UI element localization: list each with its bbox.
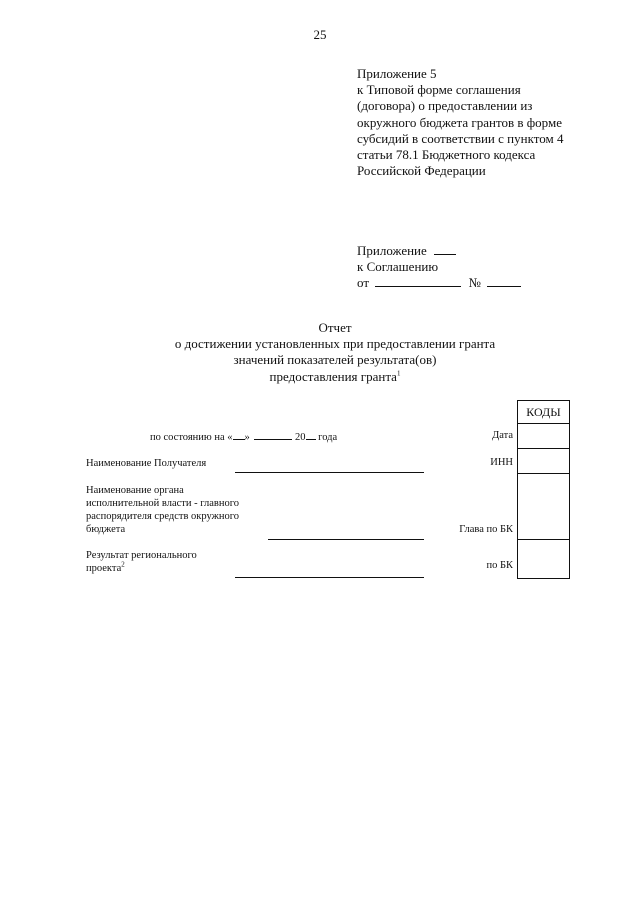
- recipient-label: Наименование Получателя: [86, 458, 207, 469]
- codes-divider: [518, 539, 569, 540]
- footnote-mark: 1: [396, 369, 401, 378]
- codes-divider: [518, 473, 569, 474]
- appendix-label: Приложение: [357, 243, 427, 258]
- agreement-label: к Соглашению: [357, 259, 439, 275]
- codes-header: КОДЫ: [518, 401, 569, 424]
- authority-line-field[interactable]: [268, 539, 424, 540]
- date-code-label: Дата: [492, 430, 513, 441]
- footnote-mark: 2: [121, 560, 125, 569]
- authority-line: бюджета: [86, 524, 126, 535]
- recipient-line[interactable]: [235, 472, 424, 473]
- state-prefix: по состоянию на «: [150, 432, 233, 443]
- agreement-date-blank[interactable]: [375, 275, 461, 287]
- codes-divider: [518, 448, 569, 449]
- title-line: значений показателей результата(ов): [233, 352, 437, 368]
- appendix-line: статьи 78.1 Бюджетного кодекса: [357, 147, 536, 163]
- result-line: Результат регионального: [86, 550, 197, 561]
- agreement-appendix-header: [357, 243, 521, 292]
- page-number: 25: [313, 27, 327, 42]
- authority-line: исполнительной власти - главного: [86, 498, 240, 509]
- authority-label: [86, 484, 239, 536]
- codes-table: [517, 400, 570, 579]
- result-label: [86, 549, 197, 575]
- appendix-line: субсидий в соответствии с пунктом 4: [357, 130, 564, 146]
- appendix-5-header: [357, 66, 563, 179]
- year-suffix: года: [318, 432, 338, 443]
- appendix-line: окружного бюджета грантов в форме: [357, 114, 562, 130]
- from-label: от: [357, 275, 370, 291]
- authority-line: распорядителя средств окружного: [86, 511, 240, 522]
- authority-line: Наименование органа: [86, 485, 184, 496]
- year-prefix: 20: [295, 432, 306, 443]
- appendix-line: к Типовой форме соглашения: [357, 82, 521, 98]
- bk-code-label: по БК: [486, 560, 513, 571]
- appendix-number-blank[interactable]: [434, 243, 456, 255]
- inn-code-label: ИНН: [490, 457, 513, 468]
- appendix-line: Российской Федерации: [357, 163, 486, 179]
- year-blank[interactable]: [306, 430, 316, 440]
- day-blank[interactable]: [233, 430, 245, 440]
- quote-close: »: [244, 432, 250, 443]
- number-sign: №: [468, 275, 481, 291]
- result-line-field[interactable]: [235, 577, 424, 578]
- chapter-code-label: Глава по БК: [459, 524, 513, 535]
- title-line: предоставления гранта: [269, 368, 397, 384]
- month-blank[interactable]: [254, 430, 292, 440]
- agreement-number-blank[interactable]: [487, 275, 521, 287]
- appendix-line: (договора) о предоставлении из: [357, 98, 533, 114]
- appendix-line: Приложение 5: [357, 66, 437, 81]
- title-line: Отчет: [318, 320, 352, 335]
- title-line: о достижении установленных при предоставлении гранта: [174, 336, 496, 352]
- state-date-line: [150, 430, 337, 443]
- result-line: проекта: [86, 563, 122, 574]
- report-title: [120, 320, 550, 385]
